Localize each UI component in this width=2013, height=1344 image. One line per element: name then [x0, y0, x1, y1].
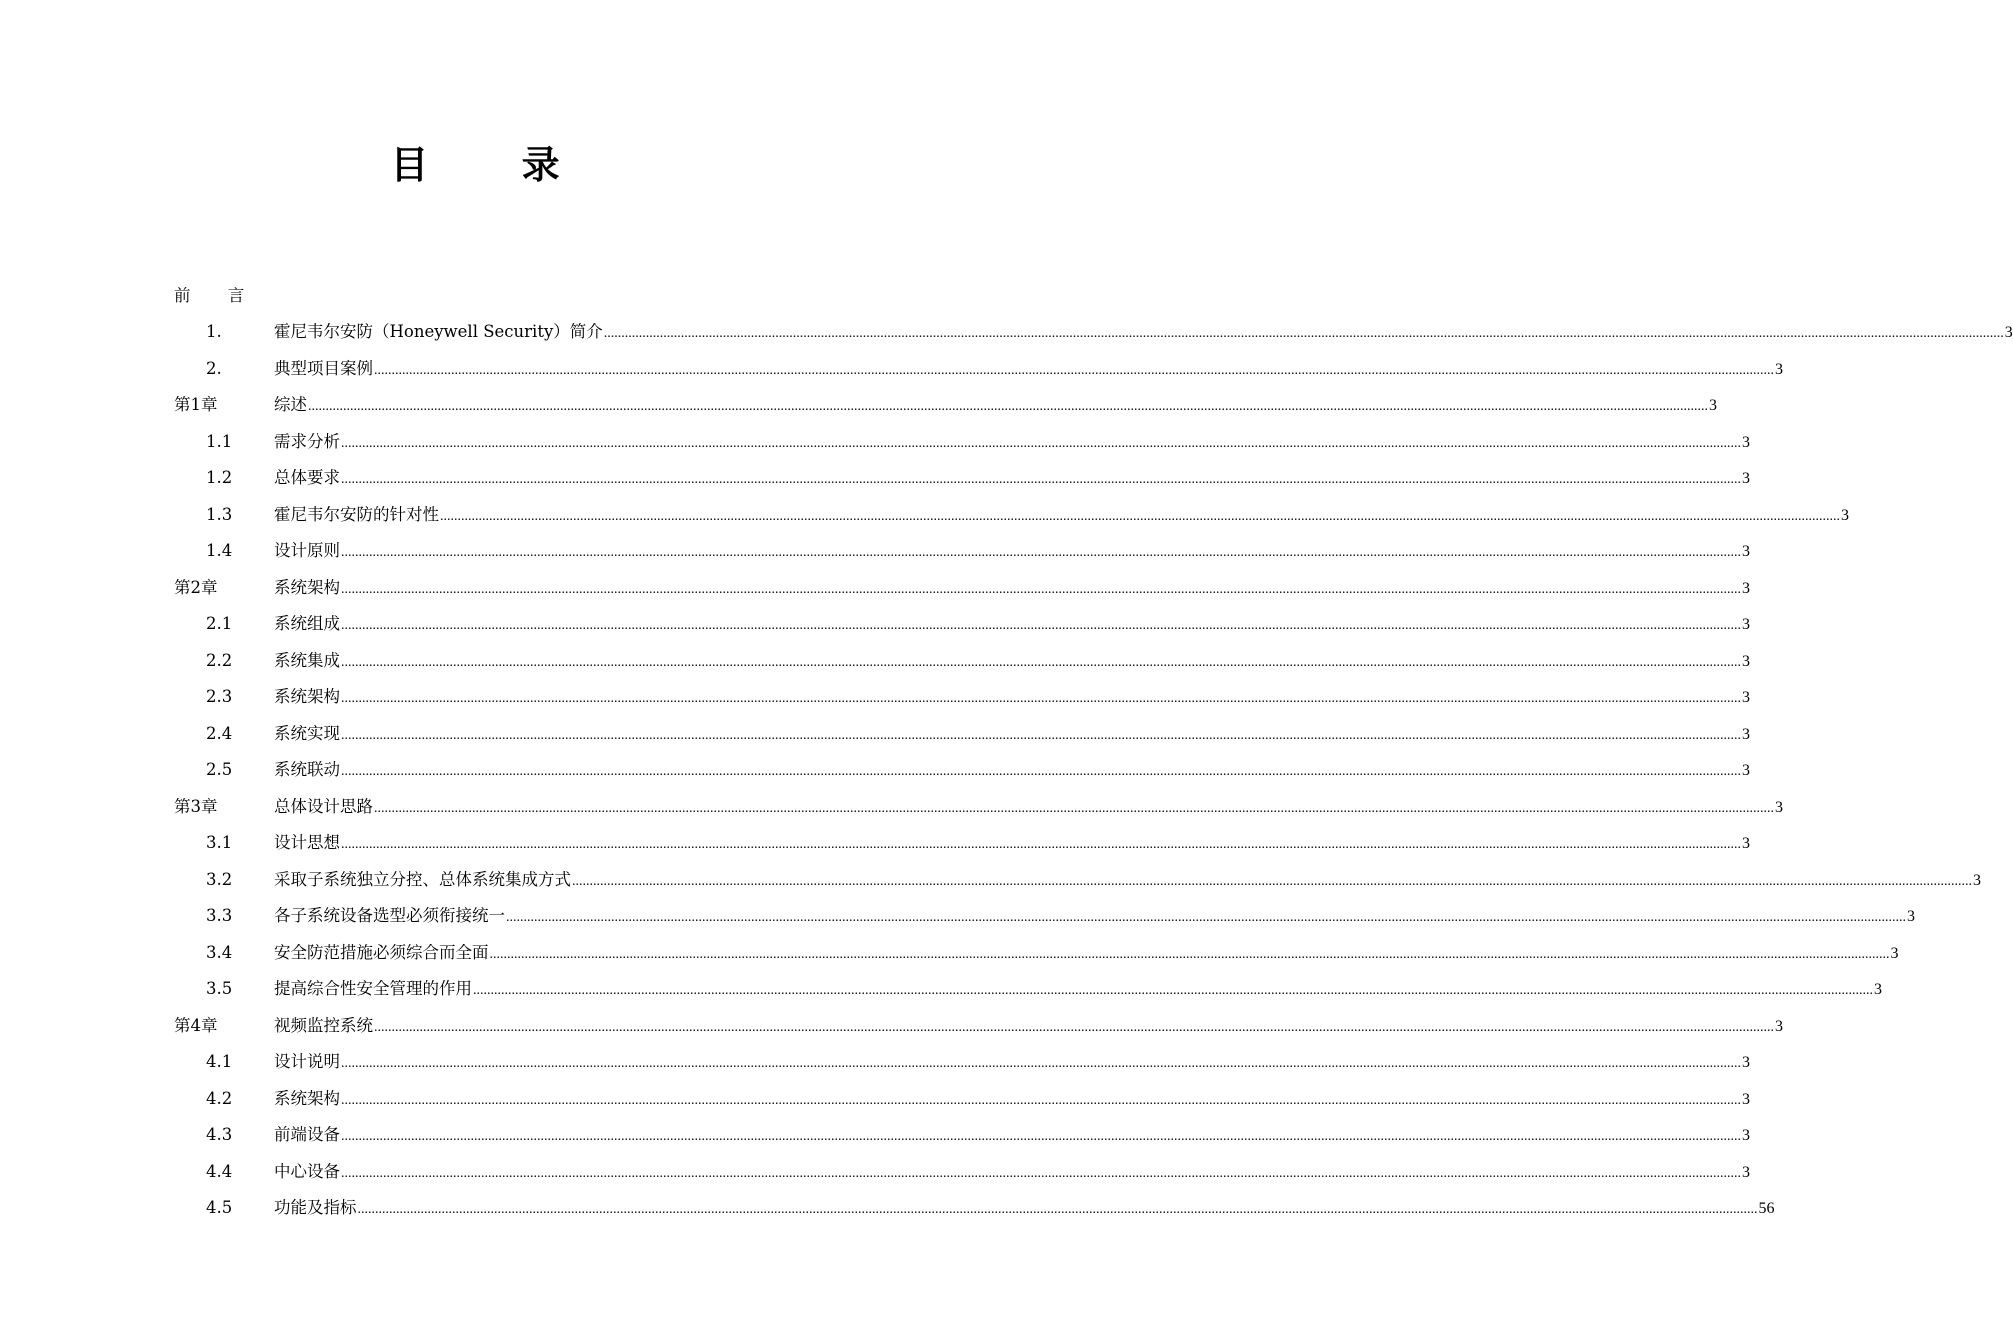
toc-entry-page: 3	[1742, 1127, 1750, 1144]
toc-entry-number: 1.4	[206, 541, 233, 560]
toc-entry-number: 4.1	[206, 1052, 233, 1071]
toc-entry-number: 1.2	[206, 468, 233, 487]
toc-entry[interactable]	[0, 427, 1750, 457]
toc-entry-number: 2.2	[206, 650, 233, 670]
toc-entry-title: 视频监控系统	[274, 1015, 373, 1035]
toc-entry-page: 3	[1775, 1017, 1783, 1035]
toc-entry-page: 3	[1742, 579, 1750, 597]
toc-entry-line	[274, 1120, 1750, 1150]
toc-entry-title: 系统架构	[274, 1088, 340, 1108]
toc-entry-line	[274, 792, 1783, 822]
toc-entry-title: 系统组成	[274, 614, 340, 633]
toc-dot-leader: ................................................................................................................................................................................................................................................................................................................................................................................................................	[341, 837, 1741, 852]
toc-dot-leader: ................................................................................................................................................................................................................................................................................................................................................................................................................	[603, 326, 2004, 341]
toc-entry-number: 3.2	[206, 869, 233, 889]
toc-entry-line	[274, 1193, 1775, 1223]
toc-entry-title: 霍尼韦尔安防的针对性	[274, 504, 439, 524]
toc-dot-leader: ................................................................................................................................................................................................................................................................................................................................................................................................................	[341, 654, 1741, 670]
toc-entry-page: 3	[1742, 689, 1750, 706]
toc-entry[interactable]	[0, 536, 1750, 566]
toc-entry[interactable]	[0, 1157, 1750, 1187]
toc-preface-row[interactable]	[0, 281, 950, 311]
toc-entry-line	[274, 536, 1750, 566]
toc-entry-page: 3	[1742, 543, 1750, 560]
toc-entry[interactable]	[0, 463, 1750, 493]
toc-entry-line	[274, 901, 1915, 931]
toc-entry-number: 3.4	[206, 942, 233, 962]
toc-dot-leader: ................................................................................................................................................................................................................................................................................................................................................................................................................	[341, 1056, 1741, 1071]
toc-entry-page: 3	[1709, 397, 1717, 414]
toc-entry-page: 3	[1742, 1163, 1750, 1181]
toc-dot-leader: ................................................................................................................................................................................................................................................................................................................................................................................................................	[341, 1092, 1741, 1108]
toc-entry-line	[274, 500, 1849, 530]
toc-entry-title: 系统架构	[274, 687, 340, 706]
toc-entry-title: 需求分析	[274, 431, 340, 451]
toc-entry-number: 4.4	[206, 1161, 233, 1181]
toc-entry-page: 3	[1841, 506, 1849, 524]
toc-entry-title: 系统集成	[274, 650, 340, 670]
toc-entry-line	[274, 719, 1750, 749]
toc-entry-page: 3	[1742, 762, 1750, 779]
toc-entry-line	[274, 317, 2013, 347]
toc-entry-page: 3	[1742, 1090, 1750, 1108]
toc-entry[interactable]	[0, 354, 1783, 384]
toc-entry[interactable]	[0, 1084, 1750, 1114]
toc-dot-leader: ................................................................................................................................................................................................................................................................................................................................................................................................................	[374, 1019, 1774, 1035]
toc-entry[interactable]	[0, 390, 1717, 420]
toc-dot-leader: ................................................................................................................................................................................................................................................................................................................................................................................................................	[489, 946, 1890, 962]
toc-entry-title: 系统实现	[274, 723, 340, 743]
toc-entry-line	[274, 938, 1899, 968]
toc-entry[interactable]	[0, 974, 1882, 1004]
toc-entry-line	[274, 1011, 1783, 1041]
toc-entry[interactable]	[0, 719, 1750, 749]
toc-entry-page: 3	[1742, 433, 1750, 451]
toc-entry-title: 总体设计思路	[274, 796, 373, 816]
toc-entry[interactable]	[0, 828, 1750, 858]
toc-entry-page: 3	[1775, 360, 1783, 378]
toc-entry-number: 3.3	[206, 906, 233, 925]
toc-entry-title: 系统联动	[274, 760, 340, 779]
toc-entry-number: 1.	[206, 322, 222, 341]
toc-entry-title: 中心设备	[274, 1161, 340, 1181]
toc-entry-number: 1.1	[206, 431, 233, 451]
toc-entry-number: 2.5	[206, 760, 233, 779]
toc-entry-line	[274, 1047, 1750, 1077]
toc-entry[interactable]	[0, 682, 1750, 712]
toc-entry[interactable]	[0, 317, 2013, 347]
toc-entry-line	[274, 646, 1750, 676]
toc-entry-title: 采取子系统独立分控、总体系统集成方式	[274, 869, 571, 889]
toc-entry-number: 第3章	[174, 796, 218, 816]
toc-entry-line	[274, 463, 1750, 493]
toc-entry-number: 4.2	[206, 1088, 233, 1108]
toc-entry-page: 3	[1742, 652, 1750, 670]
toc-dot-leader: ................................................................................................................................................................................................................................................................................................................................................................................................................	[374, 800, 1774, 816]
toc-entry[interactable]	[0, 865, 1981, 895]
toc-entry-page: 3	[1973, 871, 1981, 889]
toc-entry[interactable]	[0, 573, 1750, 603]
toc-dot-leader: ................................................................................................................................................................................................................................................................................................................................................................................................................	[440, 508, 1840, 524]
toc-entry[interactable]	[0, 609, 1750, 639]
toc-dot-leader: ................................................................................................................................................................................................................................................................................................................................................................................................................	[341, 472, 1741, 487]
toc-entry-number: 第4章	[174, 1015, 218, 1035]
toc-dot-leader: ................................................................................................................................................................................................................................................................................................................................................................................................................	[473, 983, 1873, 998]
toc-entry-title: 霍尼韦尔安防（Honeywell Security）简介	[274, 322, 603, 341]
toc-entry[interactable]	[0, 1193, 1775, 1223]
toc-entry-title: 设计思想	[274, 833, 340, 852]
toc-dot-leader: ................................................................................................................................................................................................................................................................................................................................................................................................................	[341, 435, 1741, 451]
toc-dot-leader: ................................................................................................................................................................................................................................................................................................................................................................................................................	[374, 362, 1774, 378]
toc-entry-line	[274, 755, 1750, 785]
toc-entry-page: 3	[1907, 908, 1915, 925]
toc-dot-leader: ................................................................................................................................................................................................................................................................................................................................................................................................................	[572, 873, 1972, 889]
toc-entry[interactable]	[0, 901, 1915, 931]
toc-entry-number: 4.3	[206, 1125, 233, 1144]
toc-entry-page: 3	[2004, 324, 2013, 341]
toc-entry-number: 3.5	[206, 979, 233, 998]
toc-dot-leader: ................................................................................................................................................................................................................................................................................................................................................................................................................	[341, 545, 1741, 560]
toc-entry-title: 综述	[274, 395, 307, 414]
toc-entry[interactable]	[0, 500, 1849, 530]
toc-entry-line	[274, 427, 1750, 457]
toc-entry-line	[274, 354, 1783, 384]
page-title: 目 录	[390, 142, 600, 187]
toc-entry-line	[274, 828, 1750, 858]
toc-entry-title: 系统架构	[274, 577, 340, 597]
toc-entry-line	[274, 573, 1750, 603]
toc-entry-number: 第1章	[174, 395, 218, 414]
toc-entry-line	[274, 974, 1882, 1004]
toc-entry-page: 3	[1742, 725, 1750, 743]
toc-entry-number: 4.5	[206, 1198, 233, 1217]
toc-entry[interactable]	[0, 1120, 1750, 1150]
toc-entry-number: 2.3	[206, 687, 233, 706]
toc-entry-number: 第2章	[174, 577, 218, 597]
toc-dot-leader: ................................................................................................................................................................................................................................................................................................................................................................................................................	[308, 399, 1708, 414]
toc-entry-page: 3	[1874, 981, 1882, 998]
toc-entry-title: 总体要求	[274, 468, 340, 487]
toc-entry-title: 典型项目案例	[274, 358, 373, 378]
toc-entry-page: 3	[1742, 1054, 1750, 1071]
toc-dot-leader: ................................................................................................................................................................................................................................................................................................................................................................................................................	[341, 1129, 1741, 1144]
toc-entry-page: 56	[1758, 1200, 1775, 1217]
toc-dot-leader: ................................................................................................................................................................................................................................................................................................................................................................................................................	[341, 764, 1741, 779]
toc-entry-title: 各子系统设备选型必须衔接统一	[274, 906, 505, 925]
toc-entry-title: 功能及指标	[274, 1198, 357, 1217]
toc-entry-page: 3	[1742, 616, 1750, 633]
toc-entry-number: 1.3	[206, 504, 233, 524]
toc-entry[interactable]	[0, 1011, 1783, 1041]
toc-entry-title: 安全防范措施必须综合而全面	[274, 942, 489, 962]
toc-dot-leader: ................................................................................................................................................................................................................................................................................................................................................................................................................	[341, 581, 1741, 597]
toc-dot-leader: ................................................................................................................................................................................................................................................................................................................................................................................................................	[341, 1165, 1741, 1181]
toc-entry-number: 2.1	[206, 614, 233, 633]
toc-entry-title: 前端设备	[274, 1125, 340, 1144]
toc-dot-leader: ................................................................................................................................................................................................................................................................................................................................................................................................................	[341, 618, 1741, 633]
toc-entry-line	[274, 609, 1750, 639]
toc-entry-title: 设计说明	[274, 1052, 340, 1071]
toc-dot-leader: ................................................................................................................................................................................................................................................................................................................................................................................................................	[341, 691, 1741, 706]
toc-entry-page: 3	[1742, 835, 1750, 852]
toc-entry[interactable]	[0, 646, 1750, 676]
toc-entry[interactable]	[0, 1047, 1750, 1077]
toc-entry-page: 3	[1742, 470, 1750, 487]
toc-entry-title: 提高综合性安全管理的作用	[274, 979, 472, 998]
toc-dot-leader: ................................................................................................................................................................................................................................................................................................................................................................................................................	[506, 910, 1906, 925]
toc-entry[interactable]	[0, 792, 1783, 822]
toc-entry-page: 3	[1890, 944, 1899, 962]
toc-entry-line	[274, 1157, 1750, 1187]
toc-dot-leader: ................................................................................................................................................................................................................................................................................................................................................................................................................	[357, 1202, 1758, 1217]
toc-preface-label: 前 言	[174, 286, 261, 305]
toc-entry-title: 设计原则	[274, 541, 340, 560]
toc-entry-number: 2.4	[206, 723, 233, 743]
toc-entry[interactable]	[0, 755, 1750, 785]
toc-entry-line	[274, 390, 1717, 420]
toc-entry-line	[274, 682, 1750, 712]
toc-entry-line	[274, 1084, 1750, 1114]
toc-entry-page: 3	[1775, 798, 1783, 816]
toc-entry-number: 3.1	[206, 833, 233, 852]
toc-entry[interactable]	[0, 938, 1899, 968]
toc-entry-number: 2.	[206, 358, 222, 378]
toc-dot-leader: ................................................................................................................................................................................................................................................................................................................................................................................................................	[341, 727, 1741, 743]
toc-entry-line	[274, 865, 1981, 895]
